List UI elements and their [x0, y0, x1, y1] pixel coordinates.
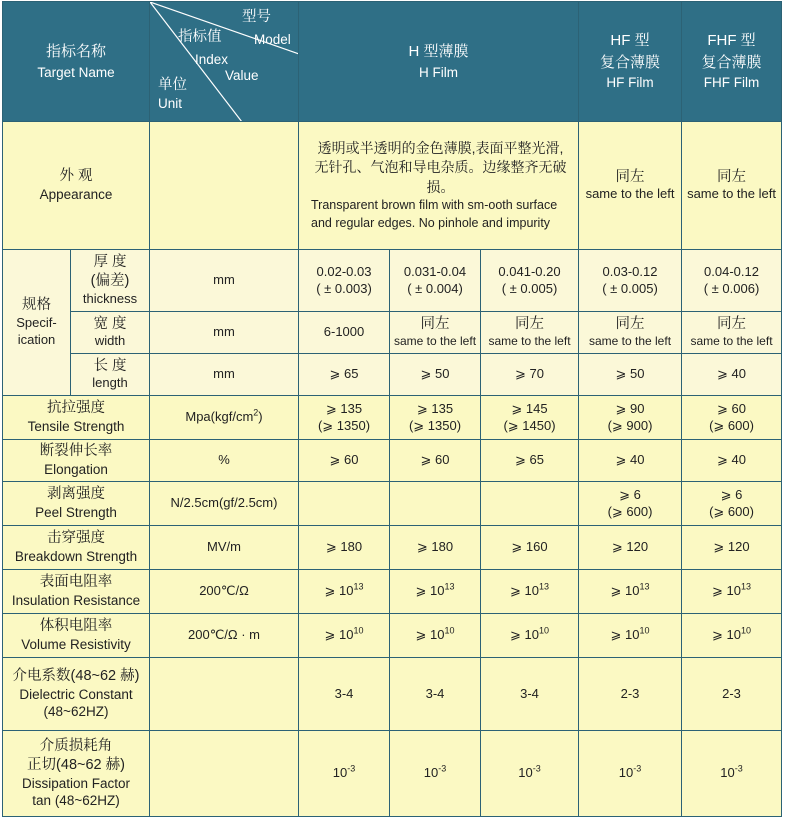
elongation-zh: 断裂伸长率: [39, 443, 113, 460]
dissipation-en: Dissipation Factor: [21, 775, 131, 791]
dielectric-value: 2-3: [579, 658, 682, 731]
same-en: same to the left: [488, 334, 571, 349]
length-value: ⩾ 40: [682, 354, 782, 396]
elongation-unit: %: [150, 440, 299, 482]
value-exp: -3: [734, 763, 743, 774]
value-kgf: (⩾ 1350): [317, 417, 371, 433]
value-exp: 10: [353, 625, 364, 636]
fhf-film-header: [682, 2, 782, 122]
peel-value-empty: [390, 482, 481, 526]
index-unit-header: [150, 2, 299, 122]
value-tolerance: ( ± 0.004): [407, 280, 463, 296]
insulation-zh: 表面电阻率: [39, 574, 113, 591]
tensile-row: [3, 396, 782, 440]
target-name-zh: 指标名称: [46, 42, 107, 60]
appearance-unit: [150, 122, 299, 250]
fhf-film-en: FHF Film: [703, 75, 760, 91]
elongation-row: [3, 440, 782, 482]
insulation-unit: 200℃/Ω: [150, 570, 299, 614]
dissipation-label: [3, 731, 150, 817]
appearance-hf-en: same to the left: [585, 186, 675, 202]
volume-label: [3, 614, 150, 658]
length-value: ⩾ 50: [579, 354, 682, 396]
index-en: Index: [195, 52, 229, 67]
spec-zh: 规格: [22, 297, 51, 314]
value-gf: (⩾ 600): [709, 503, 754, 519]
elongation-en: Elongation: [44, 462, 108, 478]
value-gf: (⩾ 600): [607, 503, 653, 519]
thickness-value: [299, 250, 390, 312]
model-zh: 型号: [242, 9, 272, 25]
thickness-unit: mm: [150, 250, 299, 312]
elongation-value: ⩾ 60: [390, 440, 481, 482]
value-tolerance: ( ± 0.005): [602, 280, 658, 296]
dissipation-value: [299, 731, 390, 817]
same-zh: 同左: [420, 316, 450, 333]
value-exp: 10: [444, 625, 455, 636]
volume-value: [299, 614, 390, 658]
value-base: ⩾ 10: [610, 627, 640, 643]
volume-value: [682, 614, 782, 658]
header-row: [3, 2, 782, 122]
tensile-zh: 抗拉强度: [47, 400, 105, 417]
dissipation-row: [3, 731, 782, 817]
value-main: ⩾ 135: [416, 400, 454, 416]
same-en: same to the left: [690, 334, 773, 349]
value-main: 0.03-0.12: [602, 263, 658, 279]
width-same: [481, 312, 579, 354]
peel-label: [3, 482, 150, 526]
breakdown-value: ⩾ 120: [579, 526, 682, 570]
dissipation-value: [481, 731, 579, 817]
value-main: ⩾ 60: [717, 400, 746, 416]
dielectric-value: 3-4: [299, 658, 390, 731]
unit-sup: 2: [253, 407, 259, 418]
hf-film-header: [579, 2, 682, 122]
breakdown-en: Breakdown Strength: [14, 549, 138, 565]
width-row: [3, 312, 782, 354]
dissipation-value: [682, 731, 782, 817]
dielectric-label: [3, 658, 150, 731]
appearance-label: [3, 122, 150, 250]
appearance-hf: [579, 122, 682, 250]
h-film-header: [299, 2, 579, 122]
thickness-value: [682, 250, 782, 312]
index-zh: 指标值: [178, 29, 222, 45]
length-value: ⩾ 70: [481, 354, 579, 396]
elongation-value: ⩾ 40: [682, 440, 782, 482]
value-base: 10: [332, 765, 348, 781]
dissipation-en2: tan (48~62HZ): [32, 793, 120, 809]
thickness-zh2: (偏差): [90, 273, 130, 290]
peel-value-hf: [579, 482, 682, 526]
thickness-label: [71, 250, 150, 312]
value-en: Value: [225, 68, 259, 83]
peel-value-empty: [481, 482, 579, 526]
elongation-value: ⩾ 65: [481, 440, 579, 482]
length-en: length: [92, 375, 128, 391]
dielectric-unit: [150, 658, 299, 731]
dielectric-row: [3, 658, 782, 731]
dielectric-en2: (48~62HZ): [43, 704, 109, 720]
thickness-value: [481, 250, 579, 312]
tensile-value: [682, 396, 782, 440]
tensile-value: [579, 396, 682, 440]
model-en: Model: [254, 32, 291, 47]
value-base: ⩾ 10: [415, 627, 445, 643]
length-zh: 长 度: [93, 357, 127, 374]
insulation-en: Insulation Resistance: [11, 593, 141, 609]
dissipation-value: [579, 731, 682, 817]
value-tolerance: ( ± 0.003): [316, 280, 372, 296]
h-film-en: H Film: [419, 64, 459, 80]
appearance-fhf: [682, 122, 782, 250]
unit-en: Unit: [158, 96, 183, 111]
value-main: 0.02-0.03: [316, 263, 372, 279]
value-kgf: (⩾ 900): [607, 417, 653, 433]
thickness-row: [3, 250, 782, 312]
insulation-label: [3, 570, 150, 614]
value-exp: 10: [740, 625, 751, 636]
breakdown-unit: MV/m: [150, 526, 299, 570]
value-exp: 13: [353, 581, 364, 592]
dielectric-en: Dielectric Constant: [19, 686, 133, 702]
value-kgf: (⩾ 1350): [408, 417, 462, 433]
thickness-value: [390, 250, 481, 312]
same-zh: 同左: [717, 316, 747, 333]
same-en: same to the left: [393, 334, 477, 349]
dielectric-zh: 介电系数(48~62 赫): [12, 668, 140, 685]
breakdown-value: ⩾ 180: [299, 526, 390, 570]
value-main: 0.031-0.04: [403, 263, 467, 279]
insulation-row: [3, 570, 782, 614]
appearance-hf-zh: 同左: [615, 168, 645, 185]
length-value: ⩾ 65: [299, 354, 390, 396]
thickness-zh: 厚 度: [93, 254, 127, 271]
appearance-h-desc: [299, 122, 579, 250]
fhf-film-zh2: 复合薄膜: [701, 53, 762, 71]
hf-film-zh: HF 型: [610, 31, 650, 49]
dissipation-zh: 介质损耗角: [39, 738, 113, 755]
value-exp: 13: [639, 581, 650, 592]
value-base: ⩾ 10: [510, 627, 539, 643]
peel-zh: 剥离强度: [47, 486, 105, 503]
peel-en: Peel Strength: [35, 505, 117, 521]
breakdown-value: ⩾ 160: [481, 526, 579, 570]
value-base: 10: [720, 765, 735, 781]
volume-value: [481, 614, 579, 658]
value-main: ⩾ 90: [615, 400, 645, 416]
width-value: 6-1000: [299, 312, 390, 354]
length-row: [3, 354, 782, 396]
appearance-h-zh: 透明或半透明的金色薄膜,表面平整光滑,无针孔、气泡和导电杂质。边缘整齐无破损。: [314, 139, 567, 195]
thickness-value: [579, 250, 682, 312]
tensile-unit: [150, 396, 299, 440]
appearance-zh: 外 观: [59, 168, 93, 185]
insulation-value: [390, 570, 481, 614]
peel-value-empty: [299, 482, 390, 526]
same-en: same to the left: [588, 334, 672, 349]
value-main: ⩾ 6: [619, 486, 641, 502]
value-base: ⩾ 10: [712, 583, 741, 599]
volume-zh: 体积电阻率: [39, 618, 113, 635]
unit-zh: 单位: [158, 77, 188, 93]
dissipation-value: [390, 731, 481, 817]
value-exp: 13: [538, 581, 549, 592]
dissipation-unit: [150, 731, 299, 817]
width-same: [390, 312, 481, 354]
breakdown-label: [3, 526, 150, 570]
length-label: [71, 354, 150, 396]
breakdown-value: ⩾ 120: [682, 526, 782, 570]
value-kgf: (⩾ 1450): [503, 417, 556, 433]
target-name-en: Target Name: [37, 64, 115, 80]
value-tolerance: ( ± 0.005): [501, 280, 558, 296]
volume-unit: 200℃/Ω · m: [150, 614, 299, 658]
appearance-fhf-zh: 同左: [717, 168, 747, 185]
value-main: 0.041-0.20: [498, 263, 561, 279]
spec-en1: Specif-: [16, 315, 57, 331]
value-base: 10: [423, 765, 439, 781]
dielectric-value: 3-4: [390, 658, 481, 731]
value-exp: 13: [444, 581, 455, 592]
dissipation-zh2: 正切(48~62 赫): [27, 756, 125, 773]
value-main: ⩾ 145: [511, 400, 548, 416]
appearance-h-en: Transparent brown film with sm-ooth surface and regular edges. No pinhole and impurity: [311, 198, 558, 230]
value-base: ⩾ 10: [324, 583, 354, 599]
insulation-value: [682, 570, 782, 614]
width-zh: 宽 度: [93, 315, 127, 332]
peel-row: [3, 482, 782, 526]
width-en: width: [94, 333, 126, 349]
appearance-row: [3, 122, 782, 250]
value-exp: -3: [532, 763, 541, 774]
unit-text: ): [258, 409, 263, 425]
volume-row: [3, 614, 782, 658]
value-exp: -3: [438, 763, 447, 774]
width-same: [579, 312, 682, 354]
appearance-en: Appearance: [39, 187, 113, 203]
tensile-value: [390, 396, 481, 440]
same-zh: 同左: [615, 316, 645, 333]
same-zh: 同左: [515, 316, 545, 333]
hf-film-en: HF Film: [606, 75, 654, 91]
property-table-sheet: [2, 1, 783, 822]
value-base: ⩾ 10: [415, 583, 445, 599]
width-unit: mm: [150, 312, 299, 354]
tensile-en: Tensile Strength: [27, 419, 125, 435]
value-kgf: (⩾ 600): [709, 417, 754, 433]
elongation-value: ⩾ 40: [579, 440, 682, 482]
value-base: 10: [618, 765, 634, 781]
peel-value-fhf: [682, 482, 782, 526]
insulation-value: [481, 570, 579, 614]
width-same: [682, 312, 782, 354]
value-base: ⩾ 10: [610, 583, 640, 599]
value-main: 0.04-0.12: [704, 263, 759, 279]
h-film-zh: H 型薄膜: [408, 42, 469, 60]
elongation-label: [3, 440, 150, 482]
hf-film-zh2: 复合薄膜: [600, 53, 661, 71]
tensile-label: [3, 396, 150, 440]
thickness-en: thickness: [82, 290, 138, 306]
value-exp: -3: [633, 763, 642, 774]
fhf-film-zh: FHF 型: [707, 31, 756, 49]
value-exp: 13: [740, 581, 751, 592]
volume-value: [390, 614, 481, 658]
width-label: [71, 312, 150, 354]
breakdown-zh: 击穿强度: [47, 530, 105, 547]
length-value: ⩾ 50: [390, 354, 481, 396]
insulation-value: [579, 570, 682, 614]
insulation-value: [299, 570, 390, 614]
spec-en2: ication: [17, 331, 56, 347]
dielectric-value: 2-3: [682, 658, 782, 731]
unit-text: Mpa(kgf/cm: [185, 409, 254, 425]
length-unit: mm: [150, 354, 299, 396]
tensile-value: [481, 396, 579, 440]
value-exp: -3: [347, 763, 356, 774]
appearance-fhf-en: same to the left: [687, 186, 776, 202]
value-base: ⩾ 10: [712, 627, 741, 643]
target-name-header: [3, 2, 150, 122]
value-base: ⩾ 10: [324, 627, 354, 643]
film-property-table: [2, 1, 782, 817]
value-main: ⩾ 135: [325, 400, 363, 416]
dielectric-value: 3-4: [481, 658, 579, 731]
volume-en: Volume Resistivity: [21, 637, 131, 653]
breakdown-value: ⩾ 180: [390, 526, 481, 570]
breakdown-row: [3, 526, 782, 570]
value-base: 10: [518, 765, 533, 781]
tensile-value: [299, 396, 390, 440]
volume-value: [579, 614, 682, 658]
value-tolerance: ( ± 0.006): [703, 280, 760, 296]
value-base: ⩾ 10: [510, 583, 539, 599]
value-exp: 10: [639, 625, 650, 636]
elongation-value: ⩾ 60: [299, 440, 390, 482]
value-exp: 10: [538, 625, 549, 636]
spec-group-label: [3, 250, 71, 396]
peel-unit: N/2.5cm(gf/2.5cm): [150, 482, 299, 526]
value-main: ⩾ 6: [720, 486, 743, 502]
